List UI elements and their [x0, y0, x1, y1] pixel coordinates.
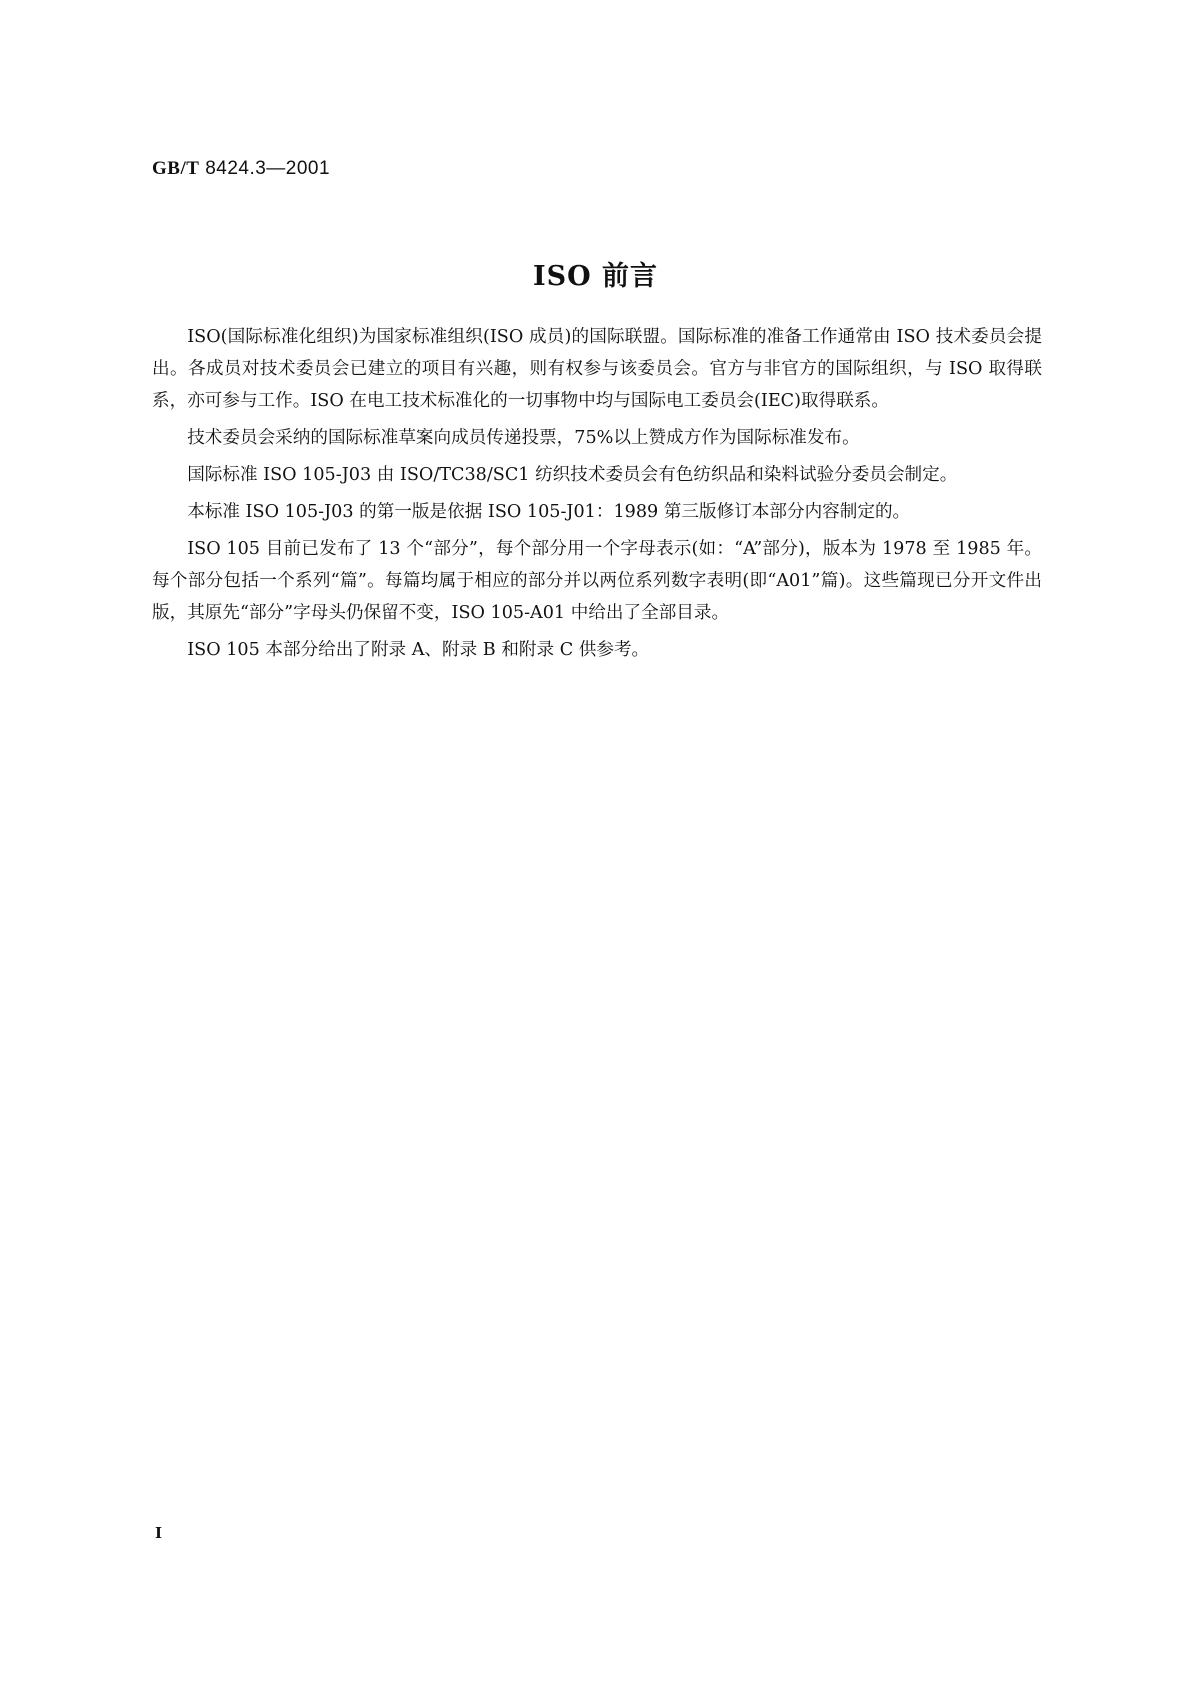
page-number: I — [155, 1524, 163, 1542]
paragraph: 技术委员会采纳的国际标准草案向成员传递投票，75%以上赞成方作为国际标准发布。 — [187, 428, 860, 448]
standard-prefix: GB/T — [152, 158, 200, 179]
paragraph: ISO 105 本部分给出了附录 A、附录 B 和附录 C 供参考。 — [187, 640, 650, 660]
paragraph: ISO(国际标准化组织)为国家标准组织(ISO 成员)的国际联盟。国际标准的准备工作通常由 ISO 技术委员会提出。各成员对技术委员会已建立的项目有兴趣，则有权参与该委员会。官方与非官方的国际组织，与 ISO 取得联系，亦可参与工作。ISO 在电工技术标准化的一切事物中均与国际电工委员会(IEC)取得联系。 — [152, 327, 1042, 411]
page-title: ISO 前言 — [532, 261, 659, 292]
paragraph: 国际标准 ISO 105-J03 由 ISO/TC38/SC1 纺织技术委员会有色纺织品和染料试验分委员会制定。 — [187, 465, 958, 485]
paragraph: 本标准 ISO 105-J03 的第一版是依据 ISO 105-J01：1989 第三版修订本部分内容制定的。 — [187, 502, 911, 522]
standard-number: 8424.3—2001 — [205, 158, 331, 179]
foreword-body — [152, 321, 1042, 671]
standard-code — [152, 158, 330, 180]
paragraph: ISO 105 目前已发布了 13 个“部分”，每个部分用一个字母表示(如：“A”部分)，版本为 1978 至 1985 年。每个部分包括一个系列“篇”。每篇均属于相应的部分并以两位系列数字表明(即“A01”篇)。这些篇现已分开文件出版，其原先“部分”字母头仍保留不变，ISO 105-A01 中给出了全部目录。 — [152, 539, 1042, 623]
